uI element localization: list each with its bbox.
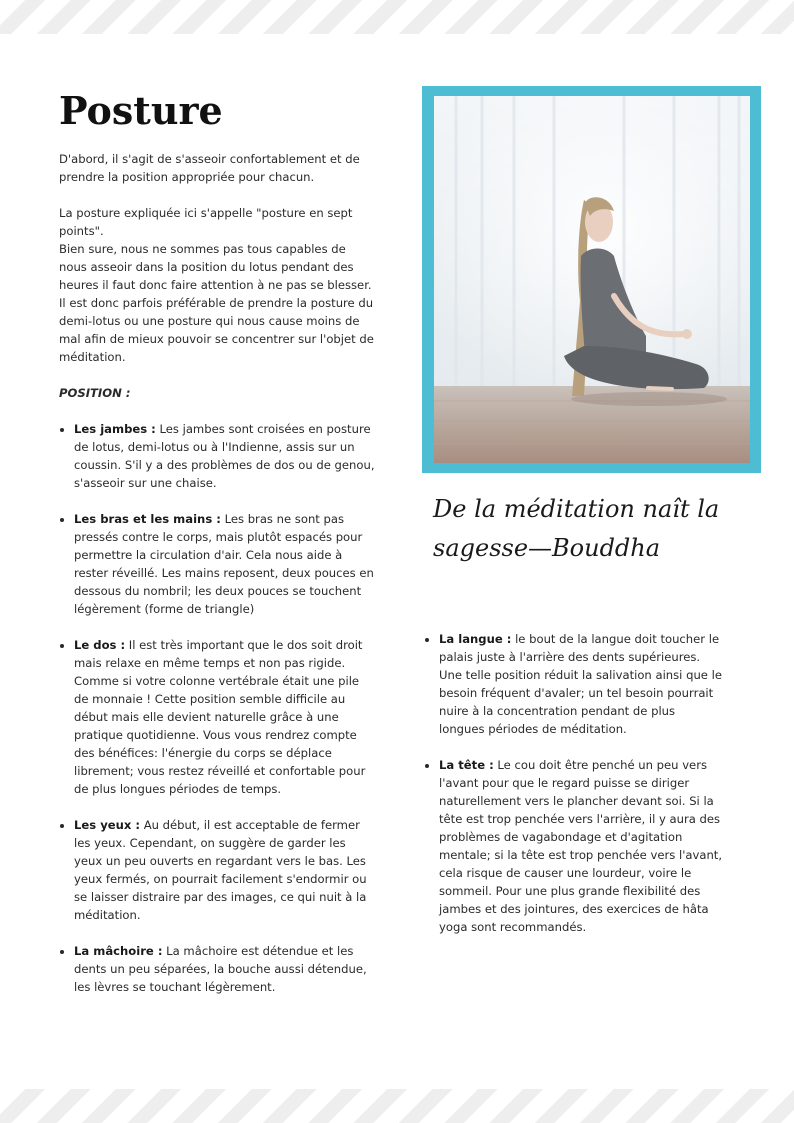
list-item-yeux (74, 816, 377, 924)
position-heading: POSITION : (59, 386, 131, 400)
item-text: Il est très important que le dos soit droit mais relaxe en même temps et non pas rigide. Comme si votre colonne vertébrale était une pile de monnaie ! Cette position semble difficile au début mais elle devient naturelle grâce à une pratique quotidienne. Vous vous rendrez compte des bénéfices: l'énergie du corps se déplace librement; vous restez réveillé et confortable pour de plus longues périodes de temps. (74, 638, 366, 796)
decorative-stripe-bottom (0, 1089, 794, 1123)
item-label: La langue : (439, 632, 512, 646)
item-label: Les jambes : (74, 422, 156, 436)
list-item-tete (439, 756, 724, 936)
item-text: Les bras ne sont pas pressés contre le corps, mais plutôt espacés pour permettre la circulation d'air. Cela nous aide à rester réveillé. Les mains reposent, deux pouces en dessous du nombril; les deux pouces se touchent légèrement (forme de triangle) (74, 512, 374, 616)
intro-paragraph-3: Bien sure, nous ne sommes pas tous capables de nous asseoir dans la position du lotus pendant des heures il faut donc faire attention à ne pas se blesser. (59, 242, 372, 292)
list-item-machoire (74, 942, 377, 996)
item-label: La mâchoire : (74, 944, 163, 958)
intro-paragraph-1: D'abord, il s'agit de s'asseoir confortablement et de prendre la position appropriée pour chacun. (59, 152, 360, 184)
list-item-jambes (74, 420, 377, 492)
left-column (59, 88, 377, 1014)
item-text: le bout de la langue doit toucher le palais juste à l'arrière des dents supérieures. Une telle position réduit la salivation ainsi que le besoin fréquent d'avaler; un tel besoin pourrait nuire à la concentration pendant de plus longues périodes de méditation. (439, 632, 722, 736)
item-label: Les yeux : (74, 818, 141, 832)
item-text: Au début, il est acceptable de fermer les yeux. Cependant, on suggère de garder les yeux un peu ouverts en regardant vers le bas. Les yeux fermés, on pourrait facilement s'endormir ou se laisser distraire par des images, ce qui nuit à la méditation. (74, 818, 367, 922)
list-item-dos (74, 636, 377, 798)
quote: De la méditation naît la sagesse—Bouddha (433, 495, 720, 562)
intro-paragraph-4: Il est donc parfois préférable de prendre la posture du demi-lotus ou une posture qui nous cause moins de mal afin de mieux pouvoir se concentrer sur l'objet de méditation. (59, 296, 374, 364)
posture-list-right (424, 630, 724, 936)
item-label: Les bras et les mains : (74, 512, 221, 526)
right-column (424, 630, 724, 954)
page-title: Posture (59, 88, 223, 133)
item-label: La tête : (439, 758, 494, 772)
meditation-photo (434, 96, 750, 463)
decorative-stripe-top (0, 0, 794, 34)
item-text: Le cou doit être penché un peu vers l'avant pour que le regard puisse se diriger naturellement vers le plancher devant soi. Si la tête est trop penchée vers l'arrière, il y aura des problèmes de vagabondage et d'agitation mentale; si la tête est trop penchée vers l'avant, cela risque de causer une lourdeur, voire le sommeil. Pour une plus grande flexibilité des jambes et des jointures, des exercices de hâta yoga sont recommandés. (439, 758, 723, 934)
item-text: La mâchoire est détendue et les dents un peu séparées, la bouche aussi détendue, les lèvres se touchant légèrement. (74, 944, 367, 994)
item-text: Les jambes sont croisées en posture de lotus, demi-lotus ou à l'Indienne, assis sur un coussin. S'il y a des problèmes de dos ou de genou, s'asseoir sur une chaise. (74, 422, 375, 490)
photo-frame (422, 86, 761, 473)
intro-paragraph-2: La posture expliquée ici s'appelle "posture en sept points". (59, 206, 353, 238)
list-item-bras-mains (74, 510, 377, 618)
list-item-langue (439, 630, 724, 738)
item-label: Le dos : (74, 638, 126, 652)
posture-list-left (59, 420, 377, 996)
